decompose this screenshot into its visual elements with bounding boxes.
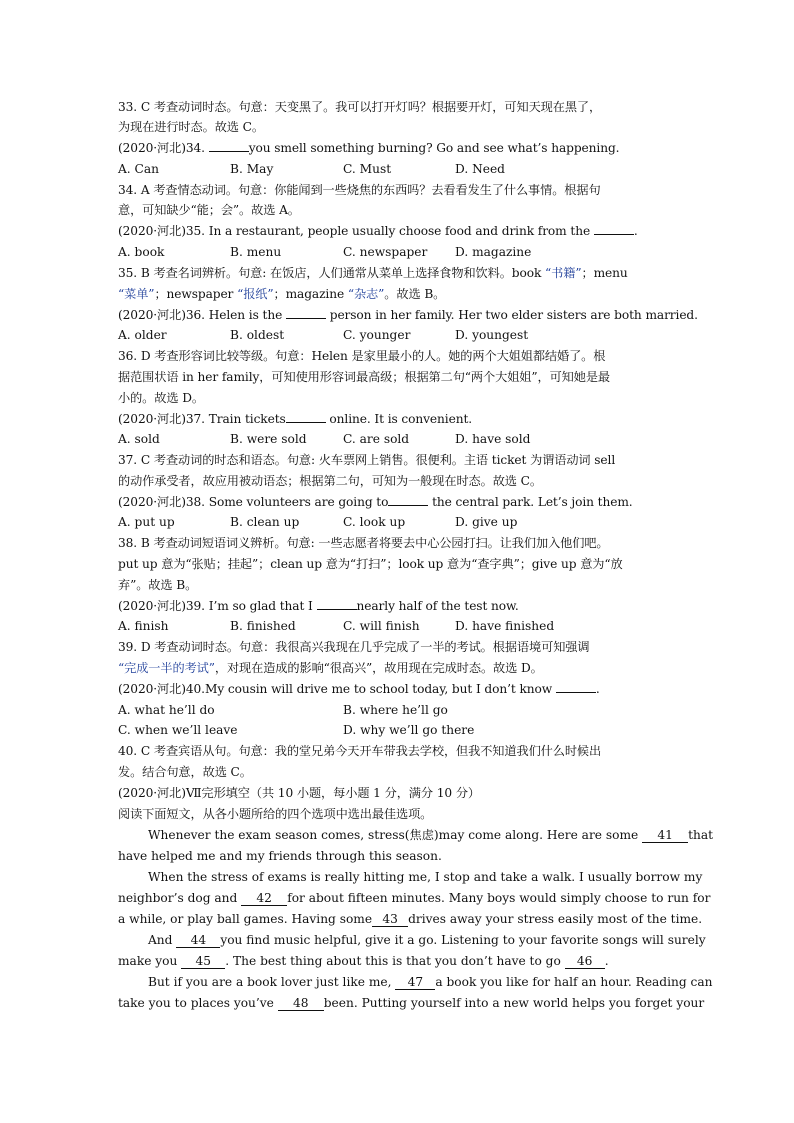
- question-34-options: [0, 161, 794, 177]
- option-d: D. give up: [455, 515, 518, 529]
- answer-36-line-1: 36. D 考查形容词比较等级。句意：Helen 是家里最小的人。她的两个大姐姐都结婚了。根: [118, 349, 606, 363]
- option-a: A. sold: [118, 432, 160, 446]
- blank-46: 46: [565, 955, 605, 969]
- option-c: C. look up: [343, 515, 406, 529]
- option-d: D. why we’ll go there: [343, 723, 475, 737]
- question-40-options-row-2: [0, 722, 794, 738]
- answer-35-line-1: 35. B 考查名词辨析。句意: 在饭店，人们通常从菜单上选择食物和饮料。book “书籍”；menu: [118, 266, 628, 280]
- question-35-options: [0, 244, 794, 260]
- passage-line-2: have helped me and my friends through this season.: [118, 849, 442, 863]
- passage-line-7: make you 45 . The best thing about this is that you don’t have to go 46 .: [118, 954, 609, 968]
- option-d: D. Need: [455, 162, 505, 176]
- answer-39-line-1: 39. D 考查动词时态。句意：我很高兴我现在几乎完成了一半的考试。根据语境可知强调: [118, 640, 590, 654]
- blank-42: 42: [241, 892, 287, 906]
- answer-33-line-2: 为现在进行时态。故选 C。: [118, 120, 264, 134]
- option-b: B. were sold: [230, 432, 307, 446]
- option-d: D. have sold: [455, 432, 531, 446]
- section-heading: (2020·河北)Ⅶ完形填空（共 10 小题，每小题 1 分，满分 10 分）: [118, 786, 480, 800]
- blank-43: 43: [372, 913, 408, 927]
- option-a: A. book: [118, 245, 165, 259]
- option-c: C. younger: [343, 328, 411, 342]
- question-39: (2020·河北)39. I’m so glad that I nearly half of the test now.: [118, 599, 519, 613]
- option-a: A. older: [118, 328, 167, 342]
- option-b: B. finished: [230, 619, 296, 633]
- option-c: C. Must: [343, 162, 392, 176]
- option-b: B. May: [230, 162, 274, 176]
- answer-38-line-2: put up 意为“张贴；挂起”；clean up 意为“打扫”；look up 意为“查字典”；give up 意为“放: [118, 557, 623, 571]
- blank-47: 47: [395, 976, 435, 990]
- passage-line-3: When the stress of exams is really hitting me, I stop and take a walk. I usually borrow my: [148, 870, 703, 884]
- question-40: (2020·河北)40.My cousin will drive me to school today, but I don’t know .: [118, 682, 600, 696]
- answer-35-line-2: “菜单”；newspaper “报纸”；magazine “杂志”。故选 B。: [118, 287, 446, 301]
- question-37-options: [0, 431, 794, 447]
- passage-line-6: And 44 you find music helpful, give it a go. Listening to your favorite songs will surely: [148, 933, 706, 947]
- option-d: D. youngest: [455, 328, 529, 342]
- question-36: (2020·河北)36. Helen is the person in her family. Her two elder sisters are both married.: [118, 308, 698, 322]
- option-a: A. finish: [118, 619, 169, 633]
- option-b: B. clean up: [230, 515, 300, 529]
- passage-line-4: neighbor’s dog and 42 for about fifteen minutes. Many boys would simply choose to run for: [118, 891, 711, 905]
- blank-48: 48: [278, 997, 324, 1011]
- blank-45: 45: [181, 955, 225, 969]
- passage-line-5: a while, or play ball games. Having some 43 drives away your stress easily most of the time.: [118, 912, 703, 926]
- option-c: C. when we’ll leave: [118, 723, 238, 737]
- blank-41: 41: [642, 829, 688, 843]
- passage-line-9: take you to places you’ve 48 been. Putting yourself into a new world helps you forget your: [118, 996, 705, 1010]
- question-34: (2020·河北)34. you smell something burning? Go and see what’s happening.: [118, 141, 620, 155]
- answer-39-line-2: “完成一半的考试”，对现在造成的影响“很高兴”，故用现在完成时态。故选 D。: [118, 661, 543, 675]
- section-instruction: 阅读下面短文，从各小题所给的四个选项中选出最佳选项。: [118, 807, 433, 821]
- question-36-options: [0, 327, 794, 343]
- option-a: A. Can: [118, 162, 159, 176]
- option-b: B. where he’ll go: [343, 703, 448, 717]
- question-40-options-row-1: [0, 702, 794, 718]
- answer-40-line-1: 40. C 考查宾语从句。句意：我的堂兄弟今天开车带我去学校，但我不知道我们什么时候出: [118, 744, 602, 758]
- question-35: (2020·河北)35. In a restaurant, people usually choose food and drink from the .: [118, 224, 638, 238]
- option-b: B. oldest: [230, 328, 285, 342]
- answer-37-line-2: 的动作承受者，故应用被动语态；根据第二句，可知为一般现在时态。故选 C。: [118, 474, 542, 488]
- option-d: D. magazine: [455, 245, 532, 259]
- answer-34-line-1: 34. A 考查情态动词。句意：你能闻到一些烧焦的东西吗？去看看发生了什么事情。根据句: [118, 183, 601, 197]
- answer-38-line-3: 弃”。故选 B。: [118, 578, 198, 592]
- option-c: C. are sold: [343, 432, 410, 446]
- passage-line-1: Whenever the exam season comes, stress(焦虑)may come along. Here are some 41 that: [148, 828, 714, 842]
- question-39-options: [0, 618, 794, 634]
- option-a: A. put up: [118, 515, 175, 529]
- option-a: A. what he’ll do: [118, 703, 215, 717]
- answer-36-line-3: 小的。故选 D。: [118, 391, 204, 405]
- question-37: (2020·河北)37. Train tickets online. It is convenient.: [118, 412, 473, 426]
- answer-37-line-1: 37. C 考查动词的时态和语态。句意: 火车票网上销售。很便利。主语 ticket 为谓语动词 sell: [118, 453, 616, 467]
- answer-38-line-1: 38. B 考查动词短语词义辨析。句意: 一些志愿者将要去中心公园打扫。让我们加入他们吧。: [118, 536, 609, 550]
- answer-34-line-2: 意，可知缺少“能；会”。故选 A。: [118, 203, 300, 217]
- answer-33-line-1: 33. C 考查动词时态。句意：天变黑了。我可以打开灯吗？根据要开灯，可知天现在黑了，: [118, 100, 602, 114]
- option-c: C. newspaper: [343, 245, 428, 259]
- question-38: (2020·河北)38. Some volunteers are going to the central park. Let’s join them.: [118, 495, 633, 509]
- passage-line-8: But if you are a book lover just like me, 47 a book you like for half an hour. Reading can: [148, 975, 713, 989]
- option-b: B. menu: [230, 245, 282, 259]
- blank-44: 44: [176, 934, 220, 948]
- answer-36-line-2: 据范围状语 in her family，可知使用形容词最高级；根据第二句“两个大姐姐”，可知她是最: [118, 370, 611, 384]
- option-d: D. have finished: [455, 619, 555, 633]
- option-c: C. will finish: [343, 619, 420, 633]
- answer-40-line-2: 发。结合句意，故选 C。: [118, 765, 252, 779]
- question-38-options: [0, 514, 794, 530]
